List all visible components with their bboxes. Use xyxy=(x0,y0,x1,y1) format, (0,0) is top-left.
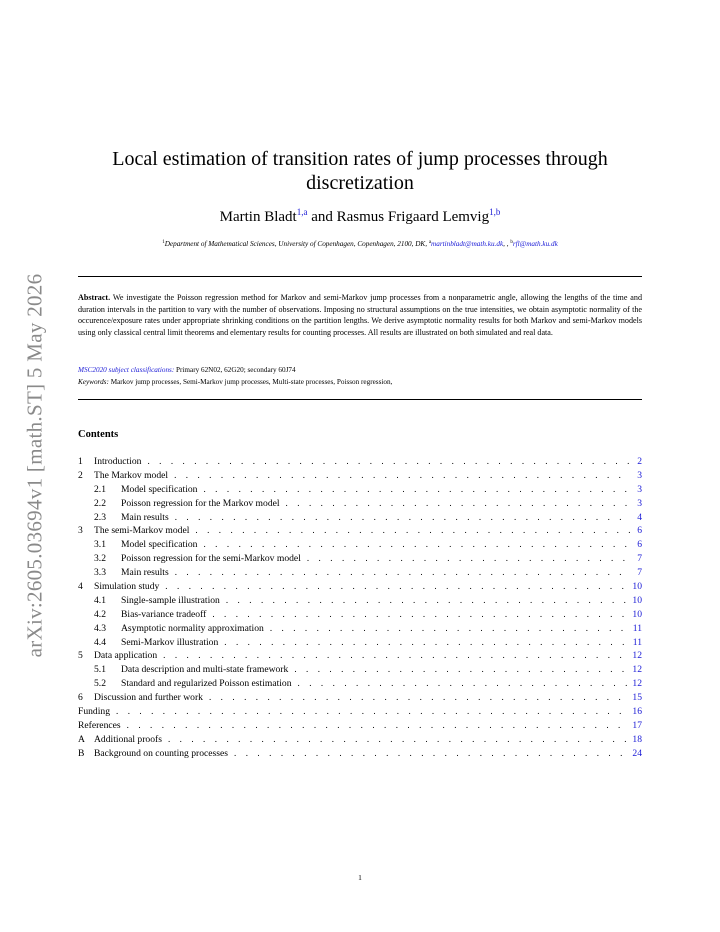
toc-page-link[interactable]: 3 xyxy=(637,497,642,509)
toc-page-link[interactable]: 16 xyxy=(632,706,642,718)
toc-entry-label: Background on counting processes xyxy=(94,747,229,759)
toc-entry-number: 5.2 xyxy=(94,678,106,690)
toc-entry-label: The semi-Markov model xyxy=(94,525,190,537)
toc-entry[interactable] xyxy=(78,678,642,692)
toc-entry-label: Main results xyxy=(121,567,169,579)
contents-heading: Contents xyxy=(78,429,119,440)
toc-page-link[interactable]: 11 xyxy=(632,622,642,634)
msc-codes: Primary 62N02, 62G20; secondary 60J74 xyxy=(174,366,296,374)
toc-entry[interactable] xyxy=(78,525,642,539)
toc-entry-label: Discussion and further work xyxy=(94,692,203,704)
affiliation-marker: 1 xyxy=(162,240,165,245)
toc-page-link[interactable]: 4 xyxy=(637,511,642,523)
toc-leader-dots xyxy=(169,512,630,522)
toc-entry-label: The Markov model xyxy=(94,469,169,481)
abstract-bottom-rule xyxy=(78,399,642,400)
toc-entry[interactable] xyxy=(78,512,642,526)
toc-entry-label: Data description and multi-state framework xyxy=(121,664,289,676)
toc-entry-label: Funding xyxy=(78,706,110,718)
keywords-label: Keywords: xyxy=(78,378,109,386)
toc-entry-label: Bias-variance tradeoff xyxy=(121,608,207,620)
toc-entry[interactable] xyxy=(78,595,642,609)
toc-entry[interactable] xyxy=(78,539,642,553)
toc-entry-label: Introduction xyxy=(94,456,142,467)
toc-entry-number: 2.2 xyxy=(94,497,106,509)
toc-page-link[interactable]: 11 xyxy=(632,636,642,648)
toc-entry[interactable] xyxy=(78,748,642,762)
toc-page-link[interactable]: 17 xyxy=(632,719,642,731)
toc-entry-number: 4.4 xyxy=(94,636,106,648)
toc-entry-label: Poisson regression for the Markov model xyxy=(121,497,280,509)
toc-page-link[interactable]: 6 xyxy=(637,539,642,551)
toc-page-link[interactable]: 18 xyxy=(632,733,642,745)
author-affiliation-ref[interactable]: 1,a xyxy=(296,207,308,217)
abstract-label: Abstract. xyxy=(78,293,111,302)
toc-entry[interactable] xyxy=(78,650,642,664)
toc-entry-label: Single-sample illustration xyxy=(121,594,220,606)
toc-leader-dots xyxy=(169,567,630,577)
abstract-text: We investigate the Poisson regression method for Markov and semi-Markov jump processes from a nonparametric angle, allowing the lengths of the time and duration intervals in the partition to vary with the number of observations. Imposing no structural assumptions on the true intensities, we obtain asymptotic normality of the occurence/exposure rates under appropriate shrinking conditions on the partition lengths. We derive asymptotic normality results for both Markov and semi-Markov models using only classical central limit theorems and elementary results for counting processes. All results are illustrated on both simulated and real data. xyxy=(78,293,642,337)
toc-entry[interactable] xyxy=(78,734,642,748)
toc-entry-label: Simulation study xyxy=(94,581,160,593)
author-affiliation-ref[interactable]: 1,b xyxy=(489,207,501,217)
abstract-top-rule xyxy=(78,276,642,277)
toc-entry-label: Asymptotic normality approximation xyxy=(121,622,264,634)
toc-page-link[interactable]: 24 xyxy=(632,747,642,759)
toc-entry[interactable] xyxy=(78,623,642,637)
toc-leader-dots xyxy=(218,637,630,647)
toc-leader-dots xyxy=(159,581,630,591)
toc-leader-dots xyxy=(288,664,630,674)
toc-entry[interactable] xyxy=(78,581,642,595)
toc-entry-number: 4.3 xyxy=(94,622,106,634)
toc-entry[interactable] xyxy=(78,609,642,623)
toc-entry-number: 2 xyxy=(78,469,83,481)
toc-leader-dots xyxy=(168,470,630,480)
toc-entry-number: 4.2 xyxy=(94,608,106,620)
toc-leader-dots xyxy=(280,498,630,508)
toc-page-link[interactable]: 3 xyxy=(637,483,642,495)
toc-entry-number: A xyxy=(78,733,85,745)
toc-entry[interactable] xyxy=(78,553,642,567)
toc-entry-number: 2.1 xyxy=(94,483,106,495)
toc-leader-dots xyxy=(197,484,630,494)
toc-entry-label: References xyxy=(78,719,121,731)
toc-page-link[interactable]: 10 xyxy=(632,608,642,620)
toc-entry-label: Model specification xyxy=(121,539,198,551)
toc-leader-dots xyxy=(220,595,630,605)
keywords xyxy=(78,378,392,386)
toc-entry-label: Semi-Markov illustration xyxy=(121,636,219,648)
msc-label-link[interactable]: MSC2020 subject classifications: xyxy=(78,366,175,374)
toc-entry[interactable] xyxy=(78,706,642,720)
toc-leader-dots xyxy=(157,650,630,660)
toc-leader-dots xyxy=(189,525,630,535)
toc-entry-number: 6 xyxy=(78,692,83,704)
author-conjunction: and xyxy=(307,209,337,225)
toc-leader-dots xyxy=(206,609,630,619)
toc-leader-dots xyxy=(141,456,630,466)
email-marker: b xyxy=(510,240,513,245)
toc-leader-dots xyxy=(203,692,630,702)
toc-entry-number: 4.1 xyxy=(94,594,106,606)
author-line xyxy=(78,207,642,226)
toc-entry-label: Additional proofs xyxy=(94,733,162,745)
arxiv-stamp-text: arXiv:2605.03694v1 [math.ST] 5 May 2026 xyxy=(22,273,47,657)
toc-entry[interactable] xyxy=(78,498,642,512)
affiliation xyxy=(78,240,642,248)
toc-page-link[interactable]: 12 xyxy=(632,678,642,690)
toc-entry-number: 3.3 xyxy=(94,567,106,579)
email-link[interactable]: rfl@math.ku.dk xyxy=(512,240,558,248)
toc-leader-dots xyxy=(197,539,630,549)
toc-leader-dots xyxy=(301,553,630,563)
toc-leader-dots xyxy=(264,623,630,633)
keywords-text: Markov jump processes, Semi-Markov jump processes, Multi-state processes, Poisson regression, xyxy=(108,378,393,386)
affiliation-text: Department of Mathematical Sciences, University of Copenhagen, Copenhagen, 2100, DK, xyxy=(164,240,429,248)
toc-leader-dots xyxy=(121,720,630,730)
toc-page-link[interactable]: 6 xyxy=(637,525,642,537)
toc-entry-number: 3.2 xyxy=(94,553,106,565)
toc-entry-number: B xyxy=(78,747,85,759)
toc-leader-dots xyxy=(228,748,630,758)
toc-leader-dots xyxy=(292,678,630,688)
toc-entry[interactable] xyxy=(78,637,642,651)
toc-page-link[interactable]: 12 xyxy=(632,650,642,662)
abstract xyxy=(78,292,642,338)
toc-page-link[interactable]: 12 xyxy=(632,664,642,676)
toc-entry[interactable] xyxy=(78,484,642,498)
toc-page-link[interactable]: 7 xyxy=(637,567,642,579)
msc-classification xyxy=(78,366,296,374)
arxiv-stamp[interactable] xyxy=(18,250,52,680)
toc-entry-label: Standard and regularized Poisson estimation xyxy=(121,678,292,690)
toc-entry-number: 5.1 xyxy=(94,664,106,676)
toc-entry[interactable] xyxy=(78,720,642,734)
toc-page-link[interactable]: 3 xyxy=(637,469,642,481)
toc-entry[interactable] xyxy=(78,567,642,581)
email-link[interactable]: martinbladt@math.ku.dk xyxy=(431,240,504,248)
toc-page-link[interactable]: 10 xyxy=(632,581,642,593)
email-marker: a xyxy=(428,240,432,245)
toc-entry-number: 1 xyxy=(78,456,83,467)
toc-entry-label: Model specification xyxy=(121,483,198,495)
toc-entry-label: Poisson regression for the semi-Markov model xyxy=(121,553,301,565)
toc-entry-number: 5 xyxy=(78,650,83,662)
toc-entry[interactable] xyxy=(78,692,642,706)
toc-entry-label: Data application xyxy=(94,650,158,662)
toc-entry-number: 4 xyxy=(78,581,83,593)
toc-page-link[interactable]: 7 xyxy=(637,553,642,565)
toc-leader-dots xyxy=(110,706,630,716)
toc-entry-number: 3.1 xyxy=(94,539,106,551)
toc-entry[interactable] xyxy=(78,664,642,678)
toc-entry[interactable] xyxy=(78,470,642,484)
table-of-contents xyxy=(78,456,642,762)
toc-entry-number: 3 xyxy=(78,525,83,537)
affiliation-separator: , , xyxy=(503,240,511,248)
page-number: 1 xyxy=(358,873,362,882)
paper-title: Local estimation of transition rates of jump processes through discretization xyxy=(112,148,608,194)
toc-leader-dots xyxy=(162,734,630,744)
author-name: Rasmus Frigaard Lemvig xyxy=(336,209,490,225)
toc-entry-number: 2.3 xyxy=(94,511,106,523)
toc-entry-label: Main results xyxy=(121,511,169,523)
author-name: Martin Bladt xyxy=(219,209,297,225)
toc-entry[interactable] xyxy=(78,456,642,470)
toc-page-link[interactable]: 2 xyxy=(637,456,642,467)
toc-page-link[interactable]: 15 xyxy=(632,692,642,704)
toc-page-link[interactable]: 10 xyxy=(632,594,642,606)
